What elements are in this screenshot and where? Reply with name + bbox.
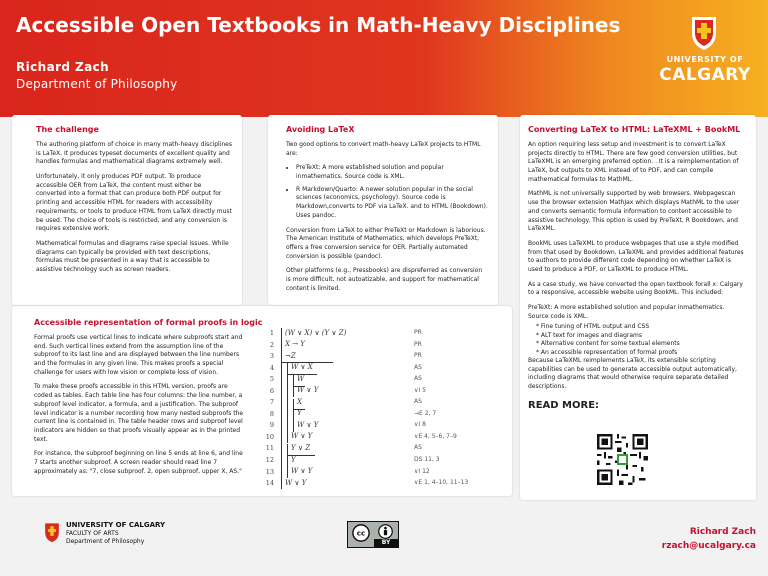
justification: AS bbox=[414, 398, 422, 406]
list-item: * Fine tuning of HTML output and CSS bbox=[536, 323, 650, 331]
formula: W ∨ Y bbox=[297, 386, 319, 395]
formula: W ∨ Y bbox=[291, 432, 313, 441]
formula: ¬Z bbox=[285, 351, 296, 360]
author-name: Richard Zach bbox=[16, 60, 110, 74]
line-number: 11 bbox=[265, 444, 274, 453]
line-number: 1 bbox=[269, 329, 274, 337]
formula: Y bbox=[297, 409, 302, 418]
author-department: Department of Philosophy bbox=[16, 77, 178, 91]
proof-row bbox=[254, 420, 484, 432]
formula: Y ∨ Z bbox=[291, 443, 311, 452]
formula: W ∨ Y bbox=[285, 478, 307, 487]
avoiding-paragraph: Conversion from LaTeX to either PreTeXt or Markdown is laborious. The American Institute of Mathematics, which develops PreTeXt, offers a free conversion service for OER. Partially automated conversion is possible (pandoc). bbox=[286, 226, 486, 260]
proof-row bbox=[254, 467, 484, 479]
proof-row bbox=[254, 328, 484, 340]
proofs-heading: Accessible representation of formal proofs in logic bbox=[34, 318, 263, 327]
formula: W ∨ X bbox=[291, 363, 313, 372]
formula: W bbox=[297, 374, 305, 383]
justification: PR bbox=[414, 340, 422, 348]
challenge-heading: The challenge bbox=[36, 125, 99, 134]
proof-table bbox=[254, 328, 484, 490]
formula: X → Y bbox=[285, 340, 305, 349]
list-item: • PreTeXt: A more established solution and popular inmathematics. Source code is XML. bbox=[296, 164, 488, 181]
avoiding-options-list bbox=[286, 164, 488, 220]
justification: AS bbox=[414, 363, 422, 371]
svg-text:cc: cc bbox=[356, 528, 366, 538]
formula: Y bbox=[291, 455, 296, 464]
converting-closing: Because LaTeXML reimplements LaTeX, its extensible scripting capabilities can be used to generate accessible output automatically, including diagrams that would otherwise require separate detailed descriptions. bbox=[528, 356, 737, 390]
formula: X bbox=[297, 397, 302, 406]
converting-paragraph: As a case study, we have converted the open textbook forall x: Calgary to a responsive, accessible website using BookML. This included: bbox=[528, 280, 743, 297]
justification: PR bbox=[414, 352, 422, 360]
challenge-paragraph: Mathematical formulas and diagrams raise special issues. While diagrams can typically be provided with text descriptions, formulas must be presented in a way that is accessible to assistive technology such as screen readers. bbox=[36, 239, 229, 273]
logo-line2: CALGARY bbox=[659, 65, 751, 85]
line-number: 14 bbox=[265, 479, 274, 488]
line-number: 2 bbox=[269, 340, 274, 349]
challenge-panel bbox=[12, 115, 242, 305]
justification: AS bbox=[414, 444, 422, 452]
faculty-logo bbox=[44, 521, 224, 555]
formula: W ∨ Y bbox=[297, 420, 319, 429]
line-number: 13 bbox=[265, 467, 274, 476]
proof-row bbox=[254, 351, 484, 363]
challenge-paragraph: Unfortunately, it only produces PDF output. To produce accessible OER from LaTeX, the content must either be converted into a format that can produce both PDF output for printing and accessible HTML for readers with accessibility requirements, or tools to produce HTML from LaTeX directly must be used. The choice of tools is restricted, and any conversion is requires extensive work. bbox=[36, 173, 232, 233]
pretext-note: PreTeXt: A more established solution and popular inmathematics. Source code is XML. bbox=[528, 304, 725, 320]
crest-icon bbox=[44, 522, 60, 543]
justification: ∨E 4, 5–6, 7–9 bbox=[414, 432, 457, 440]
converting-paragraph: BookML uses LaTeXML to produce webpages that use a style modified from that used by Bookdown. LaTeXML and provides additional features to authors to provide different code depending on whether LaTeX is used to produce a PDF, or LaTeXML to produce HTML. bbox=[528, 239, 744, 273]
line-number: 8 bbox=[269, 409, 274, 418]
formula: (W ∨ X) ∨ (Y ∨ Z) bbox=[285, 328, 347, 337]
justification: ∨I 8 bbox=[414, 421, 426, 429]
faculty-logo-faculty: FACULTY OF ARTS bbox=[66, 530, 119, 537]
line-number: 10 bbox=[265, 432, 274, 441]
converting-paragraph: MathML is not universally supported by web browsers. Webpagescan use the browser extension MathJax which displays MathML to the user and converts semantic formula information to content accessible to assistive technology. This option is used by PreTeXt, R Bookdown, and LaTeXML. bbox=[528, 190, 740, 233]
justification: PR bbox=[414, 329, 422, 336]
proof-row bbox=[254, 386, 484, 398]
proof-row bbox=[254, 397, 484, 409]
avoiding-panel bbox=[268, 115, 498, 305]
case-study-list bbox=[536, 323, 744, 357]
list-item: • R Markdown/Quarto: A newer solution popular in the social sciences (economics, psychology). Source code is Markdown,converts to PDF via LaTeX. and to HTML (Bookdown). Uses pandoc. bbox=[296, 186, 488, 221]
proof-row bbox=[254, 409, 484, 421]
crest-icon bbox=[690, 15, 718, 51]
avoiding-intro: Two good options to convert math-heavy LaTeX projects to HTML are: bbox=[286, 141, 481, 157]
line-number: 9 bbox=[269, 421, 274, 430]
line-number: 6 bbox=[269, 386, 274, 395]
formula: W ∨ Y bbox=[291, 467, 313, 476]
proofs-text bbox=[34, 334, 244, 476]
line-number: 4 bbox=[269, 363, 274, 372]
avoiding-heading: Avoiding LaTeX bbox=[286, 125, 355, 134]
line-number: 3 bbox=[269, 352, 274, 361]
faculty-logo-uni: UNIVERSITY OF CALGARY bbox=[66, 521, 166, 529]
cc-by-license-badge[interactable] bbox=[347, 521, 399, 548]
justification: ∨I 12 bbox=[414, 467, 430, 475]
read-more-label: READ MORE: bbox=[528, 399, 600, 411]
line-number: 7 bbox=[269, 398, 274, 407]
proof-row bbox=[254, 443, 484, 455]
proof-row bbox=[254, 478, 484, 490]
line-number: 12 bbox=[265, 456, 274, 465]
faculty-logo-dept: Department of Philosophy bbox=[66, 538, 145, 545]
poster-title: Accessible Open Textbooks in Math-Heavy Disciplines bbox=[16, 13, 621, 37]
challenge-paragraph: The authoring platform of choice in many math-heavy disciplines is LaTeX. It produces typeset documents of excellent quality and handles formulas and mathematical diagrams extremely well. bbox=[36, 141, 232, 166]
qr-code[interactable] bbox=[595, 432, 650, 487]
proofs-paragraph: For instance, the subproof beginning on line 5 ends at line 6, and line 7 starts another subproof. A screen reader should read line 7 approximately as: "7, close subproof. 2, open subproof, upper X, AS." bbox=[34, 450, 243, 475]
university-logo bbox=[650, 15, 760, 100]
attribution-icon bbox=[378, 524, 393, 539]
list-item: * Alternative content for some textual elements bbox=[536, 340, 680, 348]
proof-row bbox=[254, 340, 484, 352]
avoiding-paragraph: Other platforms (e.g., Pressbooks) are dispreferred as conversion is more difficult, not autoatizable, and support for mathematical content is limited. bbox=[286, 267, 483, 292]
line-number: 5 bbox=[269, 375, 274, 384]
proof-row bbox=[254, 374, 484, 386]
contact-email[interactable]: rzach@ucalgary.ca bbox=[661, 541, 756, 551]
poster-header bbox=[0, 0, 768, 117]
converting-paragraph: An option requiring less setup and investment is to convert LaTeX projects directly to HTML. There are few good conversion utilities, but LaTeXML is an emerging preferred option. . It is a reimplementation of LaTeX, but outputs to XML instead of to PDF, and can compile mathematical formulas to MathML. bbox=[528, 141, 739, 183]
creative-commons-icon bbox=[352, 524, 370, 542]
contact-name: Richard Zach bbox=[689, 527, 756, 537]
list-item: * An accessible representation of formal proofs bbox=[536, 348, 678, 356]
proof-row bbox=[254, 432, 484, 444]
proof-row bbox=[254, 455, 484, 467]
justification: ∨E 1, 4–10, 11–13 bbox=[414, 479, 469, 487]
justification: →E 2, 7 bbox=[414, 409, 437, 417]
proof-row bbox=[254, 363, 484, 375]
justification: AS bbox=[414, 375, 422, 383]
logo-line1: UNIVERSITY OF bbox=[666, 55, 744, 64]
converting-heading: Converting LaTeX to HTML: LaTeXML + BookML bbox=[528, 125, 741, 134]
proofs-paragraph: To make these proofs accessible in this HTML version, proofs are coded as tables. Each table line has four columns: the line number, a subproof level indicator, a formula, and a justification. The subproof level indicator is a number recording how many nested subproofs the current line is contained in. The table header rows and subproof level indicators are hidden so that proofs visually appear as in the printed text. bbox=[34, 383, 244, 443]
justification: ∨I 5 bbox=[414, 386, 426, 394]
justification: DS 11, 3 bbox=[414, 456, 440, 464]
list-item: * ALT text for images and diagrams bbox=[536, 331, 642, 339]
cc-by-label: BY bbox=[374, 539, 398, 547]
proofs-paragraph: Formal proofs use vertical lines to indicate where subproofs start and end. Such vertical lines extend from the assumption line of the subproof to its last line and are displayed between the line numbers and the formulas in any given line. This makes proofs a special challenge for users with low vision or complete loss of vision. bbox=[34, 334, 243, 376]
